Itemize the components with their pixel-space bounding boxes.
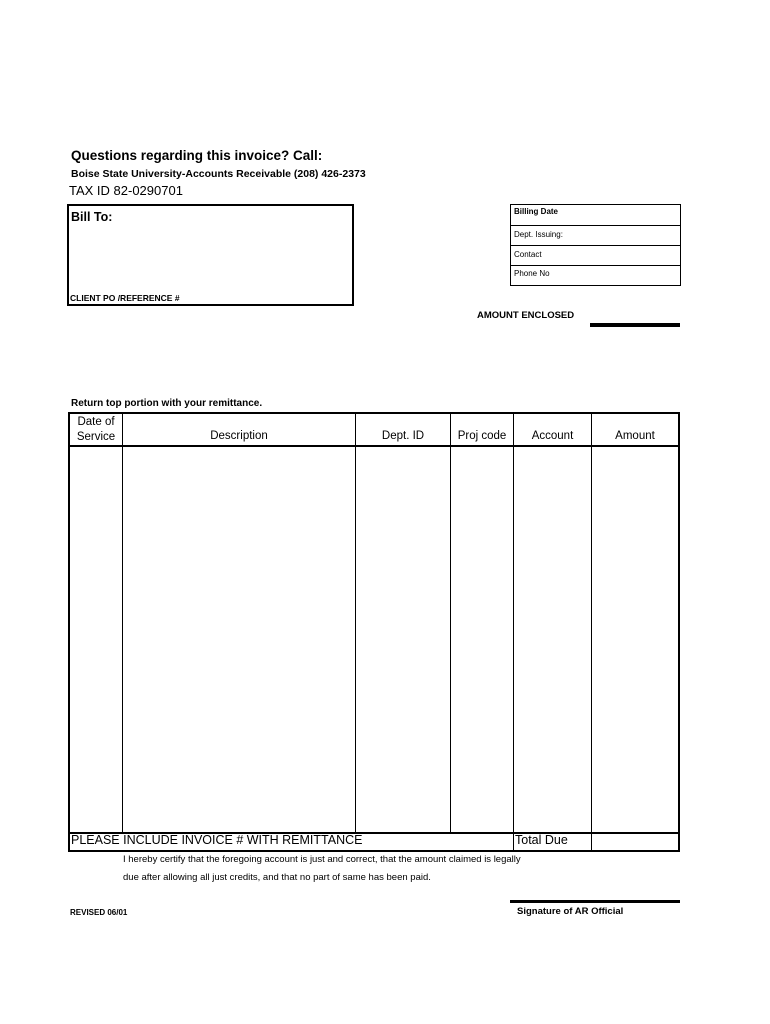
tax-id: TAX ID 82-0290701 bbox=[69, 183, 183, 198]
col-divider-date bbox=[122, 414, 123, 833]
signature-label: Signature of AR Official bbox=[517, 906, 624, 917]
col-header-proj-code: Proj code bbox=[457, 430, 507, 442]
col-header-dept-id: Dept. ID bbox=[381, 430, 425, 442]
line-items-table bbox=[68, 412, 680, 852]
col-header-date-of-service bbox=[70, 415, 122, 445]
contact-label: Contact bbox=[511, 245, 680, 265]
col-divider-description bbox=[355, 414, 356, 833]
table-header-divider bbox=[70, 445, 678, 447]
revised-date: REVISED 06/01 bbox=[70, 908, 128, 917]
col-divider-proj bbox=[513, 414, 514, 850]
amount-enclosed-label: AMOUNT ENCLOSED bbox=[477, 310, 575, 321]
bill-to-label: Bill To: bbox=[71, 210, 113, 224]
col-header-date-line2: Service bbox=[76, 431, 116, 443]
certification-line-1: I hereby certify that the foregoing account is just and correct, that the amount claimed is legally bbox=[123, 854, 521, 865]
col-divider-account bbox=[591, 414, 592, 850]
total-due-label: Total Due bbox=[515, 833, 568, 847]
return-remittance-note: Return top portion with your remittance. bbox=[71, 398, 263, 409]
phone-label: Phone No bbox=[511, 265, 680, 285]
amount-enclosed-line bbox=[590, 323, 680, 327]
certification-line-2: due after allowing all just credits, and that no part of same has been paid. bbox=[123, 872, 431, 883]
invoice-questions-heading: Questions regarding this invoice? Call: bbox=[71, 148, 323, 163]
col-header-description: Description bbox=[210, 430, 268, 442]
col-header-account: Account bbox=[531, 430, 574, 442]
col-divider-dept bbox=[450, 414, 451, 833]
col-header-date-line1: Date of bbox=[77, 416, 115, 428]
billing-date-label: Billing Date bbox=[514, 207, 559, 216]
ar-contact-line: Boise State University-Accounts Receivable (208) 426-2373 bbox=[71, 168, 366, 180]
billing-info-box bbox=[510, 204, 681, 286]
client-po-reference-label: CLIENT PO /REFERENCE # bbox=[70, 293, 180, 303]
col-header-amount: Amount bbox=[615, 430, 655, 442]
signature-line bbox=[510, 900, 680, 903]
dept-issuing-label: Dept. Issuing: bbox=[511, 225, 680, 245]
please-include-invoice-note: PLEASE INCLUDE INVOICE # WITH REMITTANCE bbox=[71, 833, 363, 847]
